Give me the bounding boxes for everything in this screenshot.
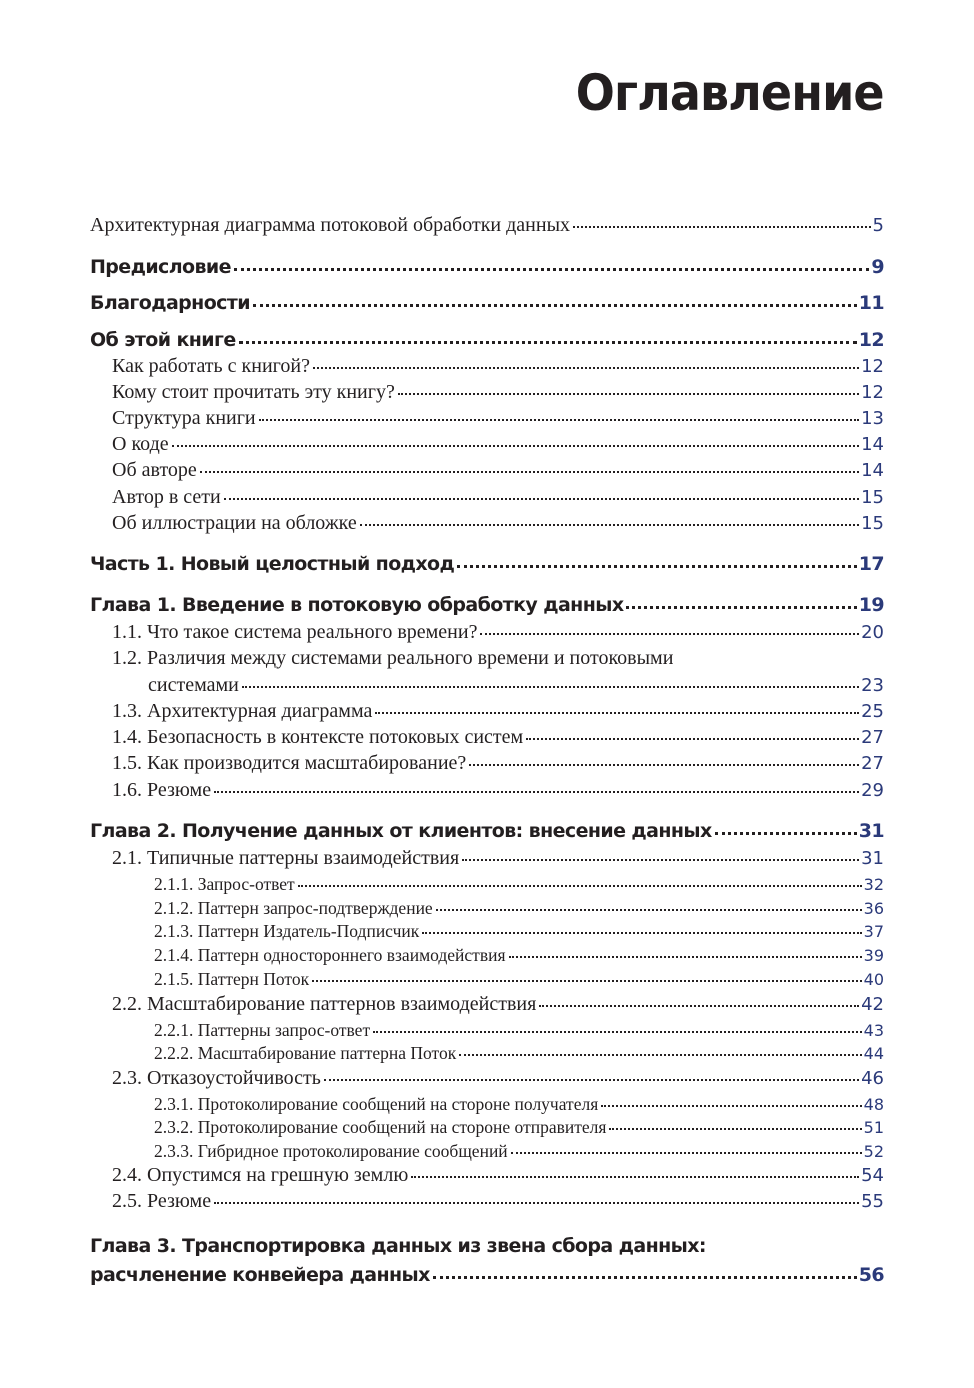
toc-entry[interactable]: [90, 1067, 884, 1090]
dot-leader: [172, 445, 859, 447]
toc-page-number: 43: [863, 1021, 884, 1040]
toc-page-number: 20: [861, 622, 884, 643]
dot-leader: [411, 1176, 859, 1178]
toc-page-number: 23: [861, 675, 884, 696]
toc-entry-label: 2.3.2. Протоколирование сообщений на стороне отправителя: [154, 1117, 607, 1137]
toc-entry[interactable]: [90, 993, 884, 1016]
toc-entry-chapter-3-line1: Глава 3. Транспортировка данных из звена сбора данных:: [90, 1235, 706, 1257]
toc-page-number: 14: [861, 460, 884, 481]
toc-page-number: 19: [858, 594, 884, 616]
toc-page-number: 54: [861, 1165, 884, 1186]
toc-page-number: 52: [863, 1142, 884, 1161]
dot-leader: [398, 393, 859, 395]
dot-leader: [253, 304, 857, 307]
toc-page-number: 32: [863, 875, 884, 894]
toc-page-number: 12: [861, 382, 884, 403]
dot-leader: [573, 226, 871, 228]
dot-leader: [375, 712, 859, 714]
toc-page-number: 17: [858, 553, 884, 575]
toc-entry-acknowledgements[interactable]: [90, 292, 884, 314]
toc-entry-part-1[interactable]: [90, 553, 884, 575]
toc-page-number: 12: [861, 356, 884, 377]
toc-entry-label: 2.3.3. Гибридное протоколирование сообщений: [154, 1141, 508, 1161]
toc-entry-label: Благодарности: [90, 292, 250, 314]
dot-leader: [469, 764, 859, 766]
dot-leader: [609, 1128, 861, 1130]
toc-entry[interactable]: [90, 407, 884, 430]
toc-entry[interactable]: [90, 1141, 884, 1162]
toc-entry-label: Об этой книге: [90, 329, 236, 351]
dot-leader: [526, 738, 859, 740]
dot-leader: [214, 791, 859, 793]
dot-leader: [715, 832, 857, 835]
toc-entry[interactable]: [90, 945, 884, 966]
toc-entry-label: Кому стоит прочитать эту книгу?: [112, 381, 395, 403]
toc-entry-label: 1.5. Как производится масштабирование?: [112, 752, 467, 774]
toc-entry[interactable]: [90, 726, 884, 749]
toc-entry-label: 2.1. Типичные паттерны взаимодействия: [112, 847, 460, 869]
dot-leader: [626, 606, 856, 609]
dot-leader: [436, 909, 862, 911]
toc-page-number: 44: [863, 1044, 884, 1063]
toc-entry[interactable]: [90, 874, 884, 895]
toc-entry-label: Структура книги: [112, 407, 256, 429]
toc-page-number: 15: [861, 513, 884, 534]
toc-page-number: 56: [858, 1264, 884, 1286]
dot-leader: [422, 932, 861, 934]
dot-leader: [373, 1031, 862, 1033]
toc-entry-label-line1: 1.2. Различия между системами реального времени и потоковыми: [112, 647, 674, 669]
toc-page-number: 14: [861, 434, 884, 455]
toc-entry-label: 1.3. Архитектурная диаграмма: [112, 700, 373, 722]
toc-entry-label: 2.3.1. Протоколирование сообщений на стороне получателя: [154, 1094, 599, 1114]
toc-entry[interactable]: [90, 355, 884, 378]
toc-entry-chapter-3[interactable]: [90, 1264, 884, 1286]
toc-entry[interactable]: [90, 752, 884, 775]
toc-entry[interactable]: [90, 1190, 884, 1213]
dot-leader: [214, 1202, 859, 1204]
toc-entry-label: 2.2.1. Паттерны запрос-ответ: [154, 1020, 371, 1040]
toc-entry-about-book[interactable]: [90, 329, 884, 351]
toc-entry-label: Глава 2. Получение данных от клиентов: внесение данных: [90, 820, 712, 842]
toc-entry-label: 2.3. Отказоустойчивость: [112, 1067, 321, 1089]
toc-entry-label: системами: [148, 674, 239, 696]
dot-leader: [457, 565, 857, 568]
toc-entry[interactable]: [90, 433, 884, 456]
dot-leader: [480, 633, 859, 635]
toc-page-number: 9: [871, 256, 884, 278]
dot-leader: [313, 367, 859, 369]
toc-page-number: 27: [861, 753, 884, 774]
dot-leader: [242, 686, 859, 688]
dot-leader: [462, 859, 859, 861]
toc-entry[interactable]: [90, 621, 884, 644]
dot-leader: [324, 1079, 859, 1081]
toc-page-number: 29: [861, 780, 884, 801]
toc-entry-preface[interactable]: [90, 256, 884, 278]
toc-page-number: 31: [861, 848, 884, 869]
toc-entry-label: 2.1.3. Паттерн Издатель-Подписчик: [154, 921, 420, 941]
dot-leader: [312, 980, 862, 982]
dot-leader: [234, 268, 869, 271]
toc-page-number: 46: [861, 1068, 884, 1089]
dot-leader: [200, 471, 859, 473]
toc-entry-label: 2.2. Масштабирование паттернов взаимодействия: [112, 993, 537, 1015]
toc-page-number: 40: [863, 970, 884, 989]
dot-leader: [360, 524, 859, 526]
toc-page-number: 36: [863, 899, 884, 918]
dot-leader: [433, 1276, 857, 1279]
toc-entry-label: Автор в сети: [112, 486, 221, 508]
toc-entry[interactable]: [90, 969, 884, 990]
dot-leader: [539, 1005, 859, 1007]
toc-entry[interactable]: [90, 898, 884, 919]
toc-entry-label: Предисловие: [90, 256, 231, 278]
dot-leader: [298, 885, 862, 887]
toc-page-number: 55: [861, 1191, 884, 1212]
toc-page-number: 39: [863, 946, 884, 965]
toc-entry[interactable]: [90, 381, 884, 404]
toc-entry-label: 1.6. Резюме: [112, 779, 212, 801]
toc-page-number: 12: [858, 329, 884, 351]
toc-entry-label: 2.2.2. Масштабирование паттерна Поток: [154, 1043, 457, 1063]
toc-page-number: 15: [861, 487, 884, 508]
toc-entry[interactable]: [90, 486, 884, 509]
dot-leader: [224, 498, 859, 500]
toc-entry-label: Об авторе: [112, 459, 197, 481]
toc-entry-label: Архитектурная диаграмма потоковой обработки данных: [90, 214, 571, 236]
toc-entry-label: 2.4. Опустимся на грешную землю: [112, 1164, 409, 1186]
toc-entry-label: Глава 1. Введение в потоковую обработку данных: [90, 594, 624, 616]
toc-entry[interactable]: [90, 700, 884, 723]
toc-entry-label: О коде: [112, 433, 169, 455]
toc-page-number: 25: [861, 701, 884, 722]
toc-entry-label: 2.1.1. Запрос-ответ: [154, 874, 295, 894]
toc-entry-label: 2.1.4. Паттерн одностороннего взаимодействия: [154, 945, 506, 965]
toc-entry[interactable]: [90, 921, 884, 942]
dot-leader: [601, 1105, 861, 1107]
toc-entry-label: 2.5. Резюме: [112, 1190, 212, 1212]
toc-entry-label: Об иллюстрации на обложке: [112, 512, 357, 534]
toc-page-number: 42: [861, 994, 884, 1015]
toc-entry-label: 1.1. Что такое система реального времени?: [112, 621, 478, 643]
toc-page-number: 27: [861, 727, 884, 748]
toc-entry-label: 2.1.5. Паттерн Поток: [154, 969, 310, 989]
toc-entry-chapter-1[interactable]: [90, 594, 884, 616]
toc-entry[interactable]: [90, 674, 884, 697]
toc-entry-label: 2.1.2. Паттерн запрос-подтверждение: [154, 898, 433, 918]
toc-entry[interactable]: [90, 1117, 884, 1138]
dot-leader: [509, 956, 862, 958]
dot-leader: [511, 1152, 862, 1154]
toc-entry-architecture-diagram[interactable]: [90, 214, 884, 237]
toc-entry[interactable]: [90, 1043, 884, 1064]
toc-entry[interactable]: [90, 1094, 884, 1115]
toc-page-number: 51: [863, 1118, 884, 1137]
dot-leader: [459, 1054, 861, 1056]
toc-page-number: 11: [858, 292, 884, 314]
toc-page-number: 37: [863, 922, 884, 941]
toc-entry-label: Часть 1. Новый целостный подход: [90, 553, 455, 575]
toc-page-number: 13: [861, 408, 884, 429]
toc-entry[interactable]: [90, 1164, 884, 1187]
toc-page-number: 48: [863, 1095, 884, 1114]
toc-entry[interactable]: [90, 779, 884, 802]
toc-page-number: 5: [872, 215, 884, 236]
toc-entry[interactable]: [90, 512, 884, 535]
toc-page-number: 31: [858, 820, 884, 842]
toc-entry-label: 1.4. Безопасность в контексте потоковых систем: [112, 726, 524, 748]
toc-entry-chapter-2[interactable]: [90, 820, 884, 842]
toc-entry[interactable]: [90, 847, 884, 870]
toc-entry-label: Как работать с книгой?: [112, 355, 310, 377]
toc-entry[interactable]: [90, 459, 884, 482]
dot-leader: [259, 419, 859, 421]
toc-entry-label: расчленение конвейера данных: [90, 1264, 430, 1286]
dot-leader: [239, 341, 857, 344]
toc-entry[interactable]: [90, 1020, 884, 1041]
page-title: Оглавление: [576, 64, 884, 122]
